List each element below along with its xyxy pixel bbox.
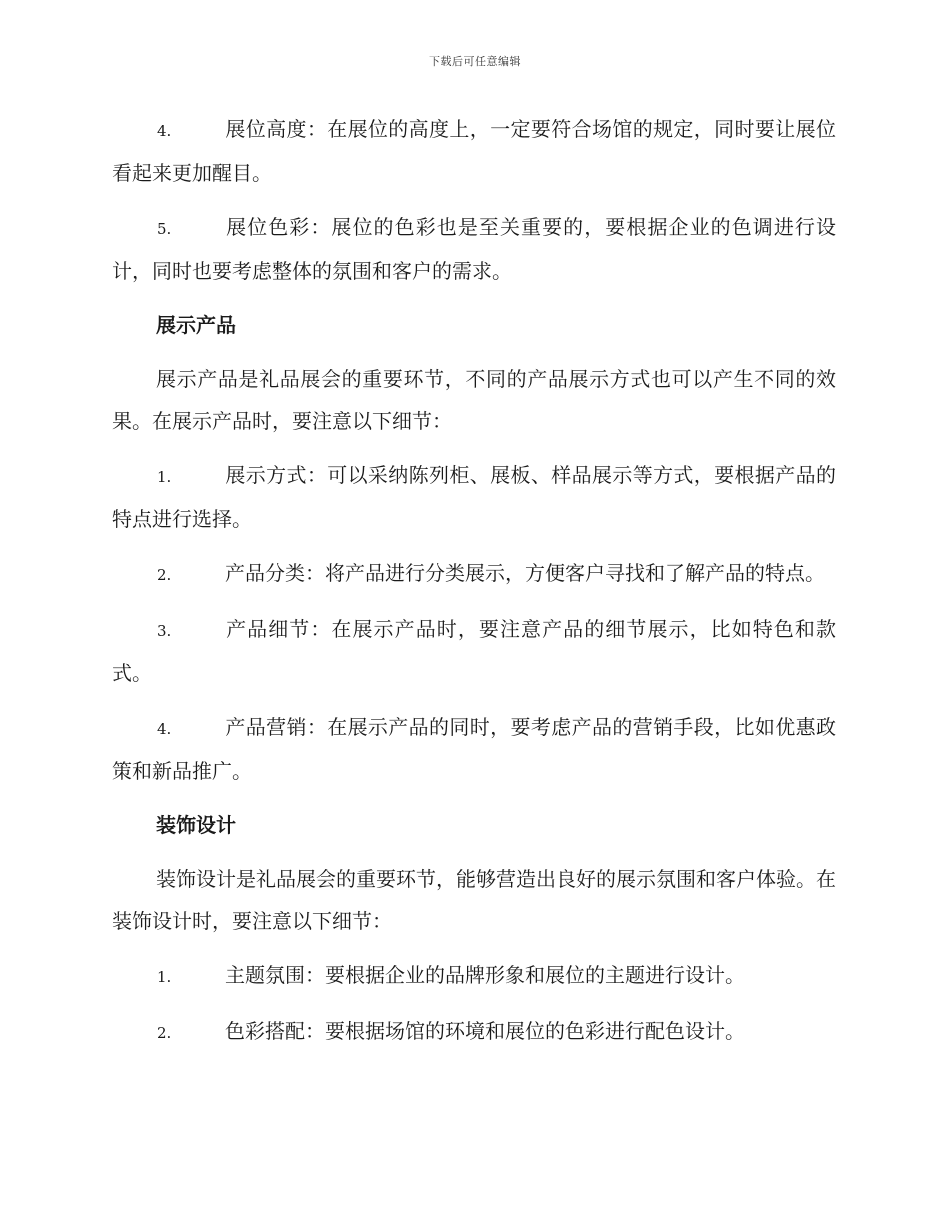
list-item [112, 206, 836, 292]
list-number: 4. [157, 720, 172, 738]
list-number: 5. [157, 220, 172, 238]
list-number: 1. [157, 968, 172, 986]
list-item [112, 706, 836, 792]
paragraph: 展示产品是礼品展会的重要环节，不同的产品展示方式也可以产生不同的效果。在展示产品时，要注意以下细节： [112, 367, 836, 433]
list-number: 2. [157, 566, 172, 584]
list-text: 产品细节：在展示产品时，要注意产品的细节展示，比如特色和款式。 [112, 617, 836, 685]
document-body [112, 108, 836, 1066]
list-number: 1. [157, 468, 172, 486]
list-text: 展示方式：可以采纳陈列柜、展板、样品展示等方式，要根据产品的特点进行选择。 [112, 463, 836, 531]
list-text: 主题氛围：要根据企业的品牌形象和展位的主题进行设计。 [225, 963, 745, 987]
list-text: 色彩搭配：要根据场馆的环境和展位的色彩进行配色设计。 [225, 1019, 745, 1043]
paragraph: 装饰设计是礼品展会的重要环节，能够营造出良好的展示氛围和客户体验。在装饰设计时，要注意以下细节： [112, 867, 836, 933]
list-item [112, 954, 836, 998]
list-text: 产品分类：将产品进行分类展示，方便客户寻找和了解产品的特点。 [225, 561, 825, 585]
list-text: 展位色彩：展位的色彩也是至关重要的，要根据企业的色调进行设计，同时也要考虑整体的氛围和客户的需求。 [112, 215, 836, 283]
page-header: 下载后可任意编辑 [429, 55, 521, 68]
list-item [112, 108, 836, 194]
list-item [112, 454, 836, 540]
list-number: 4. [157, 122, 172, 140]
list-text: 产品营销：在展示产品的同时，要考虑产品的营销手段，比如优惠政策和新品推广。 [112, 715, 836, 783]
list-number: 3. [157, 622, 172, 640]
list-number: 2. [157, 1024, 172, 1042]
list-item [112, 608, 836, 694]
section-heading: 展示产品 [156, 313, 236, 337]
list-text: 展位高度：在展位的高度上，一定要符合场馆的规定，同时要让展位看起来更加醒目。 [112, 117, 836, 185]
list-item [112, 1010, 836, 1054]
section-heading: 装饰设计 [156, 813, 236, 837]
list-item [112, 552, 836, 596]
